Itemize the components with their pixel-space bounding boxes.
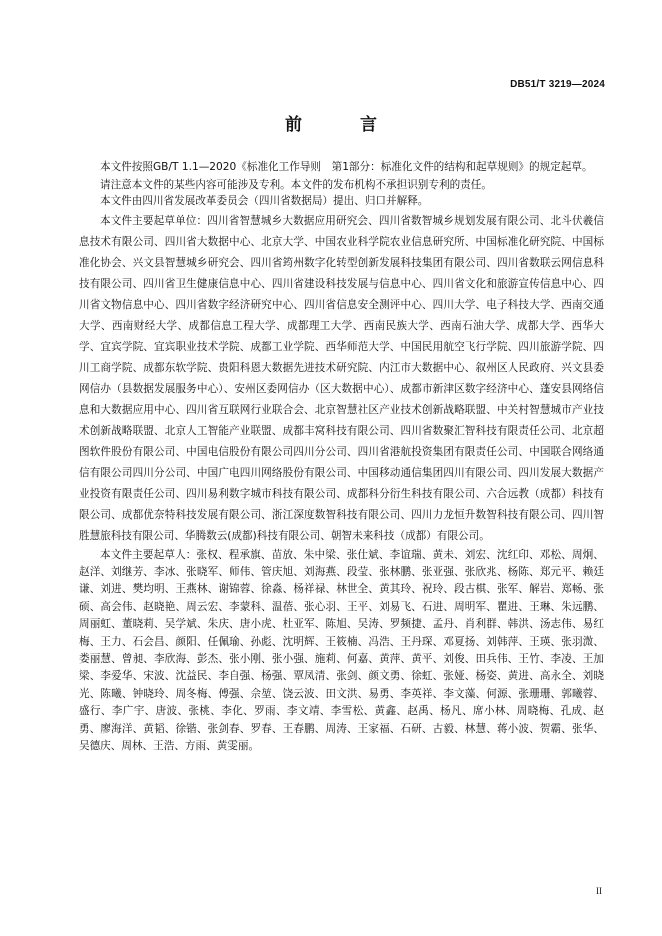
page-number: II [596, 886, 602, 896]
paragraph-drafters: 本文件主要起草人：张权、程承旗、苗放、朱中梁、张仕斌、李谊瑞、黄未、刘宏、沈红印、邓松、周炯、赵洋、刘继芳、李冰、张晓军、师伟、管庆旭、刘海燕、段莹、张林鹏、张亚强、张欣兆、杨陈、郑元平、赖廷谦、刘进、樊均明、王燕林、谢锦蓉、徐淼、杨祥禄、林世全、黄其玲、祝玲、段古棋、张军、解岩、郑畅、张硕、高会伟、赵晓艳、周云宏、李蒙科、温蓓、张心羽、王平、刘易飞、石进、周明军、瞿进、王琳、朱远鹏、周丽虹、董晓莉、吴学斌、朱庆、唐小虎、杜亚军、陈旭、吴涛、罗频捷、孟丹、肖利群、韩洪、汤志伟、易红梅、王力、石会昌、颜阳、任佩瑜、孙彪、沈明辉、王筱楠、冯浩、王丹琛、邓夏扬、刘韩萍、王瑛、张羽溦、娄丽慧、曾昶、李欣海、彭杰、张小刚、张小强、施莉、何嘉、黄萍、黄平、刘俊、田兵伟、王竹、李凌、王加梁、李爱华、宋波、沈益民、李自强、杨强、覃凤清、张剑、颜文勇、徐虹、张娅、杨姿、黄进、高永全、刘晓光、陈曦、钟晓玲、周冬梅、傅强、佘堃、饶云波、田文洪、易勇、李英祥、李文藻、何源、张珊珊、郭曦蓉、盛行、李广宇、唐波、张桃、李化、罗雨、李文靖、李雪松、黄鑫、赵禹、杨凡、席小林、周晓梅、孔成、赵勇、廖海洋、黄韬、徐锴、张剑春、罗春、王春鹏、周涛、王家福、石研、古毅、林慧、蒋小波、贺霸、张华、吴德庆、周林、王浩、方雨、黄雯丽。 [79, 548, 604, 753]
paragraph-proposer: 本文件由四川省发展改革委员会（四川省数据局）提出、归口并解释。 [100, 195, 429, 208]
page-title: 前 言 [285, 115, 403, 135]
document-code: DB51/T 3219—2024 [510, 79, 605, 90]
paragraph-patent-notice: 请注意本文件的某些内容可能涉及专利。本文件的发布机构不承担识别专利的责任。 [100, 179, 492, 192]
paragraph-drafting-units: 本文件主要起草单位：四川省智慧城乡大数据应用研究会、四川省数智城乡规划发展有限公司、北斗伏羲信息技术有限公司、四川省大数据中心、北京大学、中国农业科学院农业信息研究所、中国标准化研究院、中国标准化协会、兴文县智慧城乡研究会、四川省筠州数字化转型创新发展科技集团有限公司、四川省数联云网信息科技有限公司、四川省卫生健康信息中心、四川省建设科技发展与信息中心、四川省文化和旅游宣传信息中心、四川省文物信息中心、四川省数字经济研究中心、四川省信息安全测评中心、四川大学、电子科技大学、西南交通大学、西南财经大学、成都信息工程大学、成都理工大学、西南民族大学、西南石油大学、成都大学、西华大学、宜宾学院、宜宾职业技术学院、成都工业学院、西华师范大学、中国民用航空飞行学院、四川旅游学院、四川工商学院、成都东软学院、贵阳科恩大数据先进技术研究院、内江市大数据中心、叙州区人民政府、兴文县委网信办（县数据发展服务中心）、安州区委网信办（区大数据中心）、成都市新津区数字经济中心、蓬安县网络信息和大数据应用中心、四川省互联网行业联合会、北京智慧社区产业技术创新战略联盟、中关村智慧城市产业技术创新战略联盟、北京人工智能产业联盟、成都丰窝科技有限公司、四川省数聚汇智科技有限责任公司、北京超图软件股份有限公司、中国电信股份有限公司四川分公司、四川省港航投资集团有限责任公司、中国联合网络通信有限公司四川分公司、中国广电四川网络股份有限公司、中国移动通信集团四川有限公司、四川发展大数据产业投资有限责任公司、四川易利数字城市科技有限公司、成都科分衍生科技有限公司、六合远教（成都）科技有限公司、成都优奈特科技发展有限公司、浙江深度数智科技有限公司、四川力龙恒升数智科技有限公司、四川智胜慧旅科技有限公司、华腾数云(成都)科技有限公司、朝智未来科技（成都）有限公司。 [79, 214, 604, 542]
paragraph-standard-basis: 本文件按照GB/T 1.1—2020《标准化工作导则 第1部分：标准化文件的结构和起草规则》的规定起草。 [100, 161, 593, 173]
document-body [79, 160, 604, 755]
